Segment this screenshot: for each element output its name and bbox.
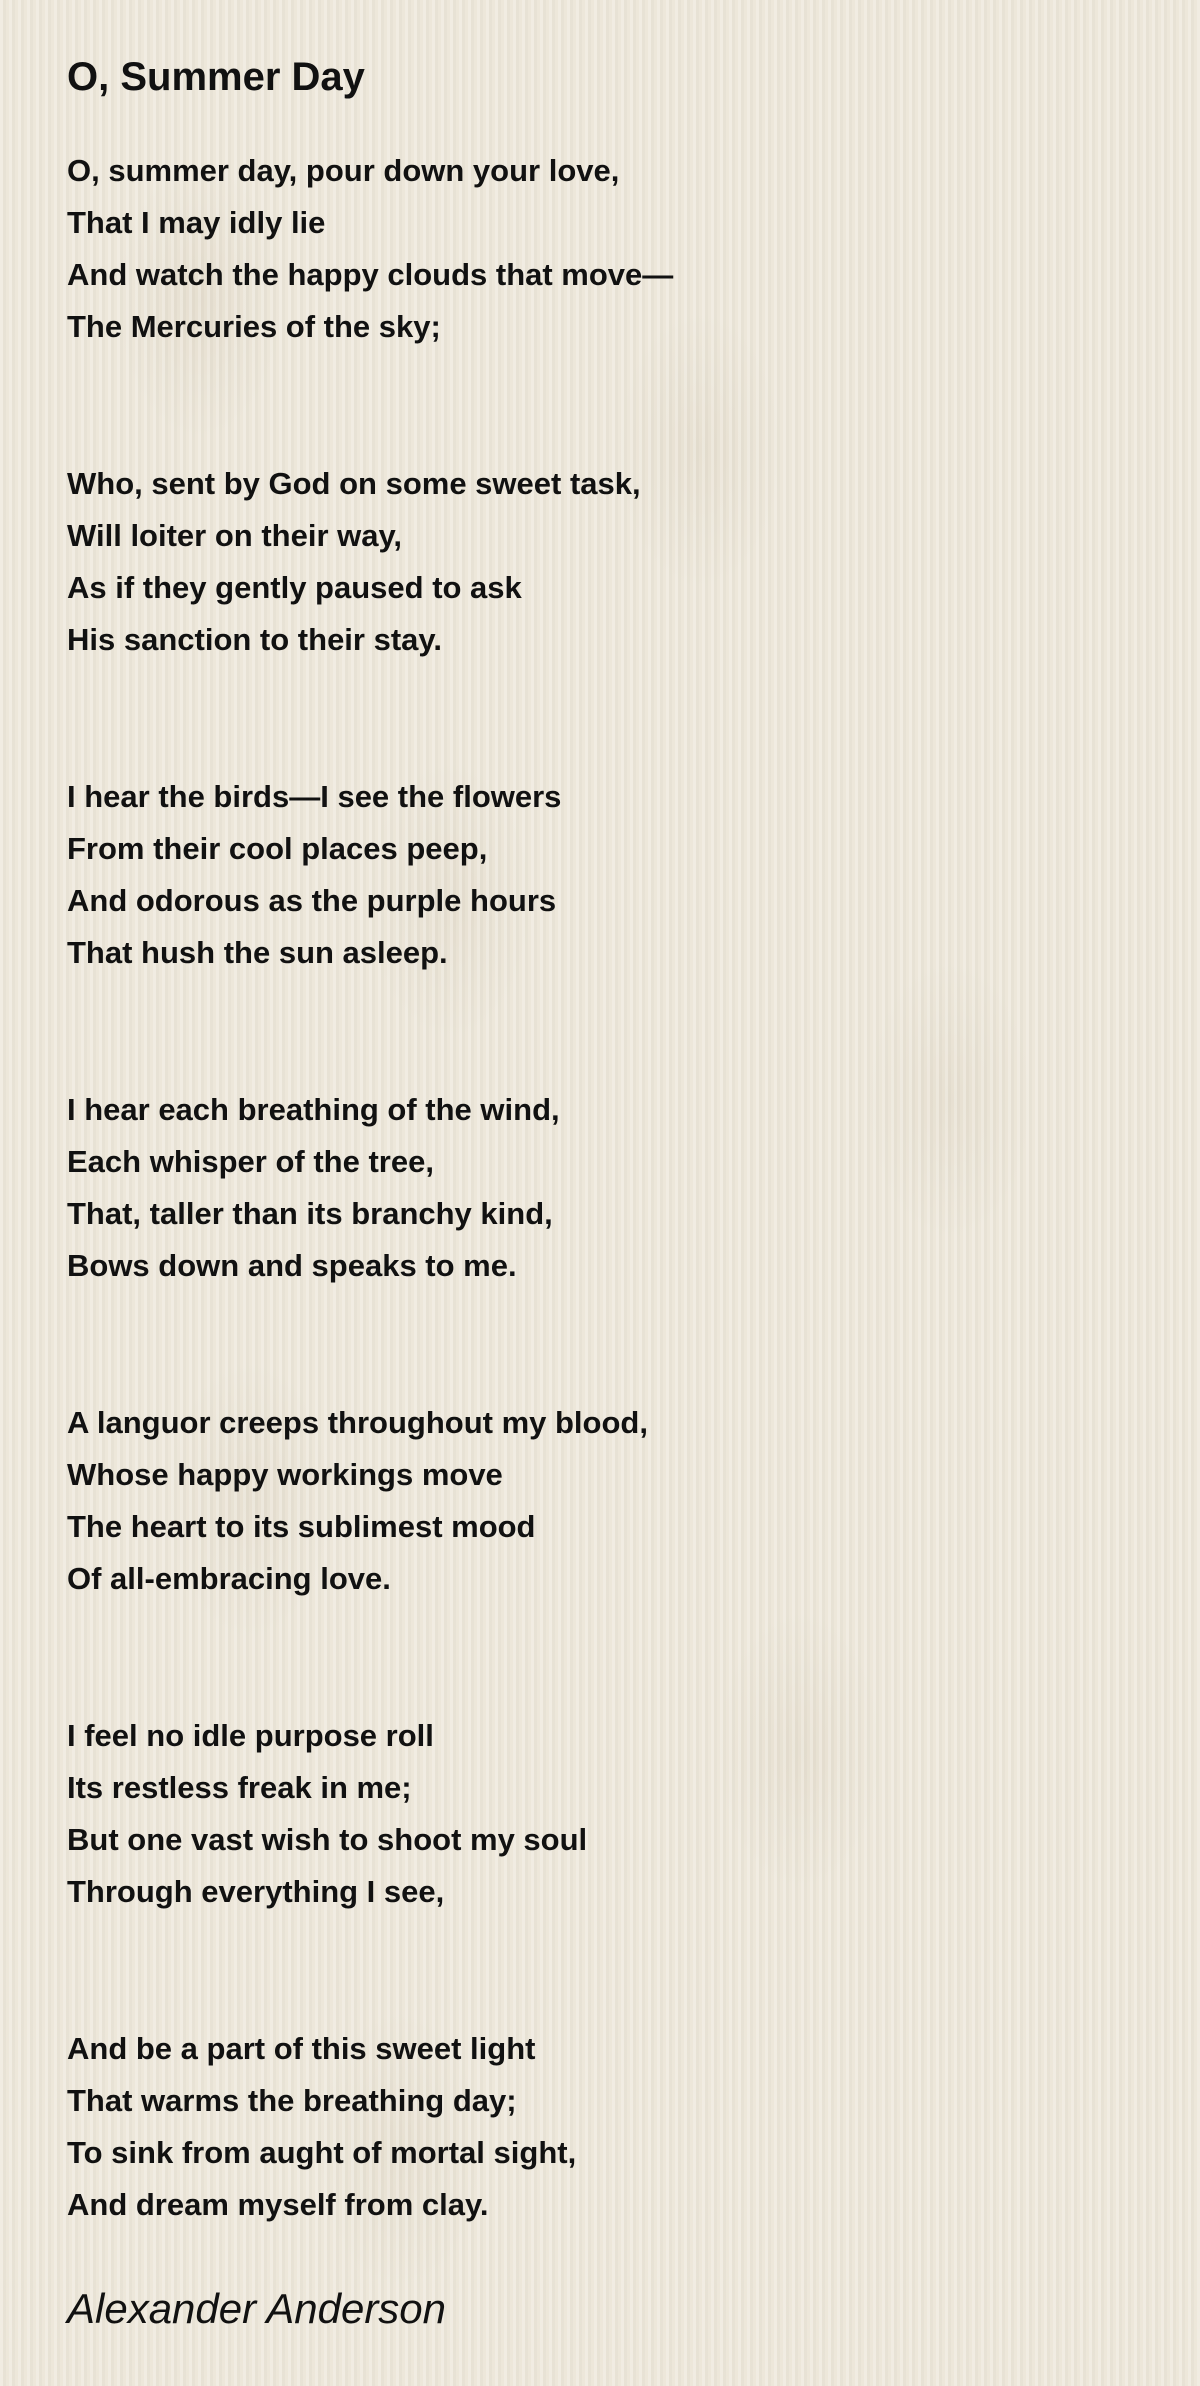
poem-line: That warms the breathing day;: [67, 2083, 517, 2118]
poem-line: Who, sent by God on some sweet task,: [67, 466, 641, 501]
poem-line: Whose happy workings move: [67, 1457, 503, 1492]
poem-line: I hear the birds—I see the flowers: [67, 779, 562, 814]
poem-line: The Mercuries of the sky;: [67, 309, 441, 344]
poem-title: O, Summer Day: [67, 55, 365, 99]
poem-body: [67, 145, 1147, 2231]
poem-line: Through everything I see,: [67, 1874, 445, 1909]
poem-line: I hear each breathing of the wind,: [67, 1092, 560, 1127]
poem-line: A languor creeps throughout my blood,: [67, 1405, 648, 1440]
poem-line: That hush the sun asleep.: [67, 935, 448, 970]
stanza: [67, 2023, 1147, 2231]
poem-line: That I may idly lie: [67, 205, 326, 240]
poem-line: Each whisper of the tree,: [67, 1144, 434, 1179]
poem-line: From their cool places peep,: [67, 831, 488, 866]
stanza: [67, 1397, 1147, 1605]
poem-line: His sanction to their stay.: [67, 622, 442, 657]
poem-line: And odorous as the purple hours: [67, 883, 557, 918]
poem-line: As if they gently paused to ask: [67, 570, 522, 605]
stanza: [67, 1710, 1147, 1918]
poem-line: I feel no idle purpose roll: [67, 1718, 434, 1753]
poem-line: O, summer day, pour down your love,: [67, 153, 620, 188]
stanza: [67, 145, 1147, 353]
poem-line: And watch the happy clouds that move—: [67, 257, 674, 292]
poem-line: And be a part of this sweet light: [67, 2031, 536, 2066]
stanza: [67, 458, 1147, 666]
poem-line: Will loiter on their way,: [67, 518, 403, 553]
stanza: [67, 1084, 1147, 1292]
poem-line: And dream myself from clay.: [67, 2187, 489, 2222]
poem-line: To sink from aught of mortal sight,: [67, 2135, 577, 2170]
poem-card: [67, 40, 1147, 2333]
poem-line: That, taller than its branchy kind,: [67, 1196, 553, 1231]
poem-line: Its restless freak in me;: [67, 1770, 412, 1805]
poem-line: Of all-embracing love.: [67, 1561, 391, 1596]
stanza: [67, 771, 1147, 979]
poem-author: Alexander Anderson: [67, 2285, 447, 2332]
poem-line: But one vast wish to shoot my soul: [67, 1822, 588, 1857]
poem-line: Bows down and speaks to me.: [67, 1248, 517, 1283]
poem-line: The heart to its sublimest mood: [67, 1509, 536, 1544]
